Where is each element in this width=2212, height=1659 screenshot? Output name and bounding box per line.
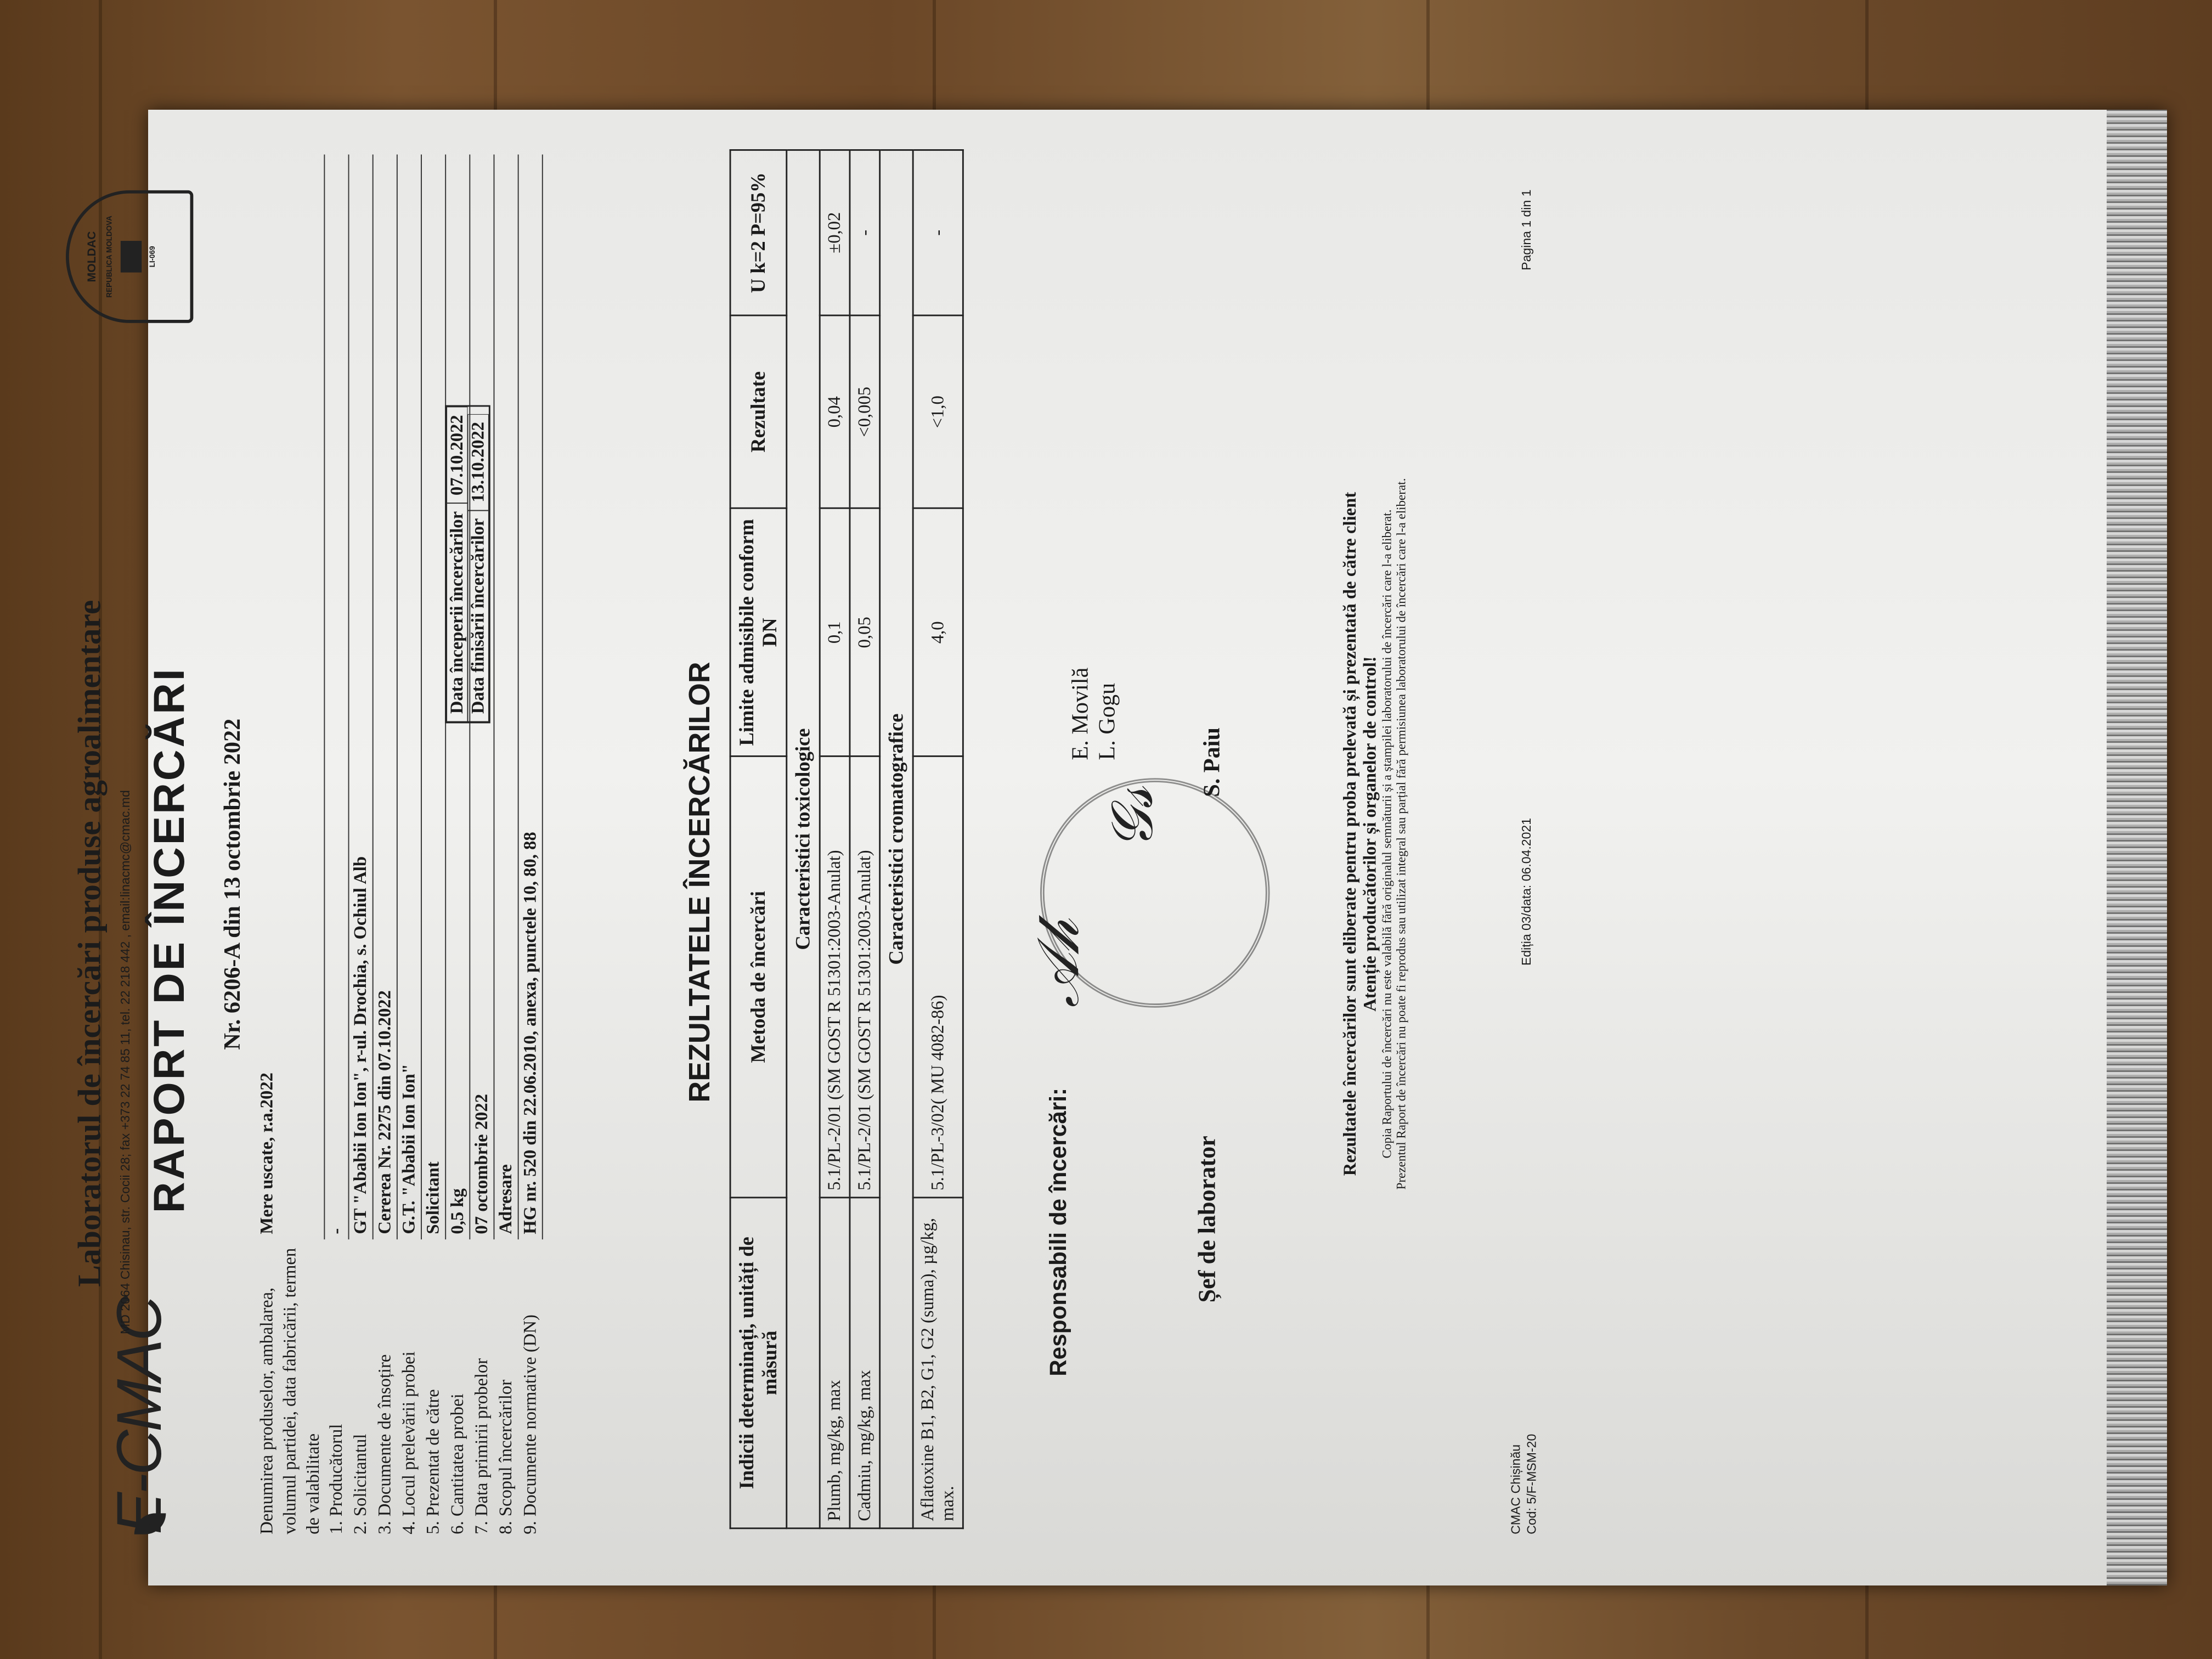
table-cell: 5.1/PL-2/01 (SM GOST R 51301:2003-Anulat) bbox=[820, 757, 850, 1198]
table-cell: 4,0 bbox=[913, 509, 963, 757]
field-value: 0,5 kg bbox=[446, 155, 470, 1240]
field-value: 07 octombrie 2022 bbox=[470, 155, 494, 1240]
field-label: 8. Scopul încercărilor bbox=[496, 1379, 516, 1534]
field-label: 4. Locul prelevării probei bbox=[399, 1351, 419, 1534]
table-row bbox=[850, 150, 880, 1528]
table-row bbox=[820, 150, 850, 1528]
test-report-document bbox=[66, 133, 1909, 1534]
note-line-3: Copia Raportului de încercări nu este valabilă fără originalul semnăturii și a ștampilei laboratorului de încercări care l-a eliberat. bbox=[1380, 509, 1395, 1159]
field-value: G.T. "Ababii Ion Ion" bbox=[398, 155, 422, 1240]
results-section: Caracteristici cromatografice bbox=[880, 150, 913, 1528]
col-uncertainty: U k=2 P=95% bbox=[730, 150, 787, 315]
field-label: Denumirea produselor, ambalarea, volumul partidei, data fabricării, termen de valabilitate bbox=[257, 1248, 323, 1534]
signature-1: 𝒜𝒽 bbox=[1024, 919, 1092, 1008]
accreditation-badge bbox=[66, 190, 193, 323]
table-cell: - bbox=[850, 150, 880, 315]
field-label: 3. Documente de însoțire bbox=[375, 1354, 395, 1534]
table-row bbox=[913, 150, 963, 1528]
end-date-label: Data finisării încercărilor bbox=[467, 510, 488, 721]
note-line-1: Rezultatele încercărilor sunt eliberate pentru proba prelevată și prezentată de către client bbox=[1340, 492, 1360, 1176]
footer-org: CMAC Chișinău bbox=[1509, 1444, 1523, 1534]
field-label: 9. Documente normative (DN) bbox=[520, 1314, 540, 1534]
test-dates-box bbox=[445, 405, 490, 723]
end-date-value: 13.10.2022 bbox=[467, 414, 488, 510]
col-results: Rezultate bbox=[730, 315, 787, 509]
report-title: RAPORT DE ÎNCERCĂRI bbox=[145, 667, 194, 1214]
footer-code: Cod: 5/F-MSM-20 bbox=[1525, 1434, 1539, 1534]
report-number: Nr. 6206-A din 13 octombrie 2022 bbox=[219, 718, 245, 1050]
chief-name: S. Paiu bbox=[1198, 727, 1224, 797]
paper-torn-edge bbox=[2107, 110, 2167, 1585]
note-line-2: Atenție producătorilor și organelor de control! bbox=[1360, 656, 1380, 1012]
field-value: GT "Ababii Ion Ion", r-ul. Drochia, s. Ochiul Alb bbox=[349, 155, 373, 1240]
lab-name: Laboratorul de încercări produse agroalimentare bbox=[71, 600, 108, 1287]
field-label: 7. Data primirii probelor bbox=[472, 1358, 492, 1534]
results-table bbox=[730, 149, 964, 1529]
col-limits: Limite admisibile conform DN bbox=[730, 509, 787, 757]
field-row bbox=[325, 155, 349, 1534]
signature-2: 𝒢𝓈 bbox=[1098, 787, 1166, 850]
logo-text: E-CMAC bbox=[104, 1297, 174, 1534]
lab-address: MD 2064 Chisinau, str. Cocii 28; fax +373 22 74 85 11, tel. 22 218 442 , email:linacmc@cmac.md bbox=[119, 790, 133, 1334]
results-title: REZULTATELE ÎNCERCĂRILOR bbox=[682, 662, 716, 1103]
field-row bbox=[519, 155, 543, 1534]
field-value: Solicitant bbox=[422, 155, 446, 1240]
report-notes bbox=[1340, 133, 1409, 1534]
field-value: - bbox=[325, 155, 349, 1240]
table-cell: <1,0 bbox=[913, 315, 963, 509]
report-fields bbox=[256, 155, 543, 1534]
table-cell: ±0,02 bbox=[820, 150, 850, 315]
field-row bbox=[446, 155, 470, 1534]
table-cell: 5.1/PL-2/01 (SM GOST R 51301:2003-Anulat) bbox=[850, 757, 880, 1198]
responsible-label: Responsabili de încercări: bbox=[1045, 1087, 1071, 1376]
field-label: 1. Producătorul bbox=[326, 1424, 346, 1534]
field-row bbox=[374, 155, 398, 1534]
cert-name: MOLDAC bbox=[84, 231, 98, 283]
table-cell: 0,1 bbox=[820, 509, 850, 757]
table-cell: Plumb, mg/kg, max bbox=[820, 1198, 850, 1528]
responsible-name: E. Movilă bbox=[1066, 667, 1093, 760]
field-label: 2. Solicitantul bbox=[351, 1434, 370, 1534]
footer-edition: Ediția 03/data: 06.04.2021 bbox=[1519, 817, 1534, 966]
field-label: 6. Cantitatea probei bbox=[448, 1393, 467, 1534]
footer-page: Pagina 1 din 1 bbox=[1519, 189, 1534, 270]
cert-subtitle: REPUBLICA MOLDOVA bbox=[105, 216, 114, 298]
table-cell: 0,05 bbox=[850, 509, 880, 757]
table-cell: Cadmiu, mg/kg, max bbox=[850, 1198, 880, 1528]
cert-icon bbox=[121, 241, 142, 273]
start-date-value: 07.10.2022 bbox=[447, 407, 467, 504]
table-cell: Aflatoxine B1, B2, G1, G2 (suma), µg/kg, max. bbox=[913, 1198, 963, 1528]
note-line-4: Prezentul Raport de încercări nu poate fi reprodus sau utilizat integral sau parțial fără permisiunea laboratorului de încercări care l-a eliberat. bbox=[1395, 478, 1409, 1190]
field-value: Adresare bbox=[494, 155, 518, 1240]
col-indicator: Indicii determinați, unități de măsură bbox=[730, 1198, 787, 1528]
table-cell: <0,005 bbox=[850, 315, 880, 509]
responsible-name: L. Gogu bbox=[1093, 682, 1120, 760]
field-row bbox=[422, 155, 446, 1534]
field-row bbox=[349, 155, 373, 1534]
field-row bbox=[398, 155, 422, 1534]
responsible-names bbox=[1066, 668, 1120, 760]
field-label: 5. Prezentat de către bbox=[423, 1389, 443, 1534]
field-value: HG nr. 520 din 22.06.2010, anexa, punctele 10, 80, 88 bbox=[519, 155, 543, 1240]
table-cell: - bbox=[913, 150, 963, 315]
start-date-label: Data începerii încercărilor bbox=[447, 504, 467, 722]
col-method: Metoda de încercări bbox=[730, 757, 787, 1198]
chief-label: Șef de laborator bbox=[1193, 1136, 1221, 1303]
field-row bbox=[256, 155, 325, 1534]
field-value: Mere uscate, r.a.2022 bbox=[256, 155, 325, 1240]
field-value: Cererea Nr. 2275 din 07.10.2022 bbox=[374, 155, 398, 1240]
field-row bbox=[494, 155, 518, 1534]
field-row bbox=[470, 155, 494, 1534]
results-section: Caracteristici toxicologice bbox=[787, 150, 820, 1528]
table-cell: 5.1/PL-3/02( MU 4082-86) bbox=[913, 757, 963, 1198]
table-cell: 0,04 bbox=[820, 315, 850, 509]
cert-code: LI-069 bbox=[148, 246, 157, 268]
